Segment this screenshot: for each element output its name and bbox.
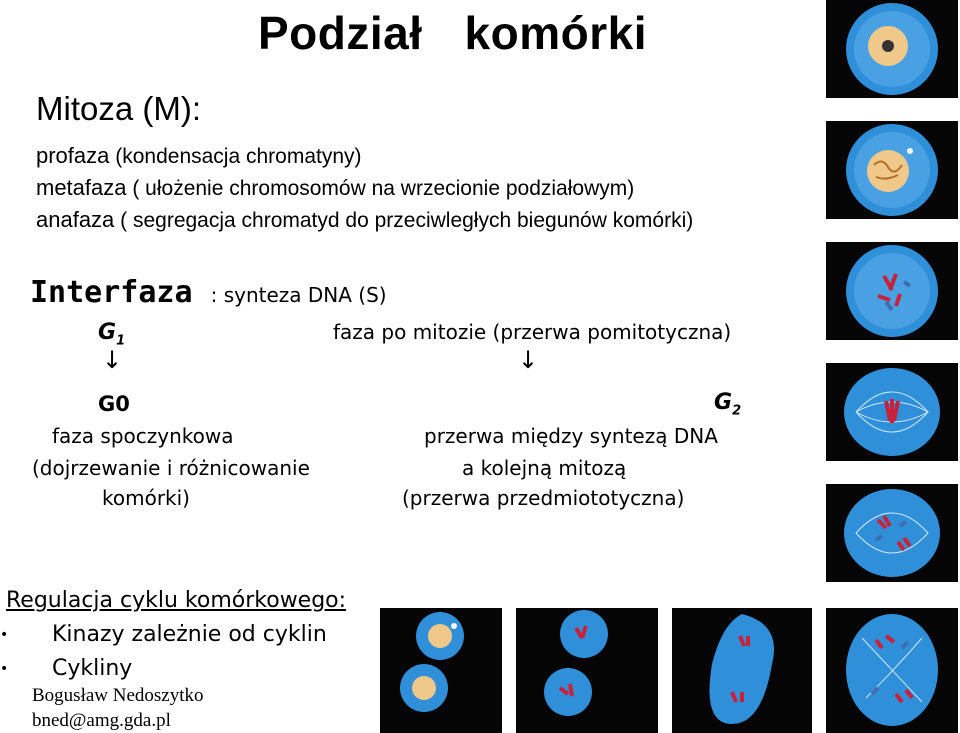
phase-name: profaza xyxy=(36,143,110,168)
list-item-label: Cykliny xyxy=(52,656,133,681)
bullet-icon: • xyxy=(0,661,9,677)
mitosis-heading: Mitoza (M): xyxy=(36,90,201,127)
cell-image-metaphase xyxy=(826,363,958,461)
g0-line-3: komórki) xyxy=(102,486,190,510)
cell-image-cytokinesis xyxy=(516,608,658,733)
cell-image-telophase xyxy=(672,608,812,733)
interphase-label: Interfaza xyxy=(30,275,193,310)
g2-line-2: a kolejną mitozą xyxy=(462,456,627,480)
cell-image-anaphase xyxy=(826,484,958,582)
phase-metaphase xyxy=(36,175,634,201)
cell-image-prophase xyxy=(826,242,958,340)
list-item-label: Kinazy zależnie od cyklin xyxy=(52,622,327,647)
g2-label xyxy=(714,390,741,418)
arrow-down-icon: ↓ xyxy=(518,346,539,374)
author-email: bned@amg.gda.pl xyxy=(32,710,171,731)
phase-desc: (kondensacja chromatyny) xyxy=(115,145,362,168)
g2-line-3: (przerwa przedmiototyczna) xyxy=(402,486,685,510)
cell-image-interphase xyxy=(826,0,958,98)
cell-image-late-anaphase xyxy=(826,608,958,733)
phase-name: anafaza xyxy=(36,207,115,232)
list-item xyxy=(0,656,132,681)
title-word-1: Podział xyxy=(258,7,423,59)
g0-line-1: faza spoczynkowa xyxy=(52,424,234,448)
g0-line-2: (dojrzewanie i różnicowanie xyxy=(32,456,310,480)
g2-line-1: przerwa między syntezą DNA xyxy=(424,424,718,448)
bullet-icon: • xyxy=(0,627,9,643)
g2-letter: G xyxy=(714,390,733,415)
regulation-heading: Regulacja cyklu komórkowego: xyxy=(6,588,347,613)
g0-label: G0 xyxy=(98,392,130,416)
title-word-2: komórki xyxy=(464,7,647,59)
phase-prophase xyxy=(36,143,362,169)
interphase-line xyxy=(30,275,387,310)
g1-label xyxy=(98,320,125,348)
page-title xyxy=(258,6,647,60)
phase-desc: ( segregacja chromatyd do przeciwległych biegunów komórki) xyxy=(120,209,694,232)
arrow-down-icon: ↓ xyxy=(102,346,123,374)
g2-sub: 2 xyxy=(732,403,742,419)
list-item xyxy=(0,622,327,647)
phase-name: metafaza xyxy=(36,175,127,200)
phase-anaphase xyxy=(36,207,693,233)
g1-description: faza po mitozie (przerwa pomitotyczna) xyxy=(333,320,732,344)
author-name: Bogusław Nedoszytko xyxy=(32,685,204,706)
cell-image-early-prophase xyxy=(826,121,958,219)
g1-letter: G xyxy=(98,320,117,345)
cell-image-two-cells xyxy=(380,608,502,733)
interphase-rest: : synteza DNA (S) xyxy=(210,283,387,307)
phase-desc: ( ułożenie chromosomów na wrzecionie podziałowym) xyxy=(132,177,635,200)
g1-sub: 1 xyxy=(116,333,126,349)
